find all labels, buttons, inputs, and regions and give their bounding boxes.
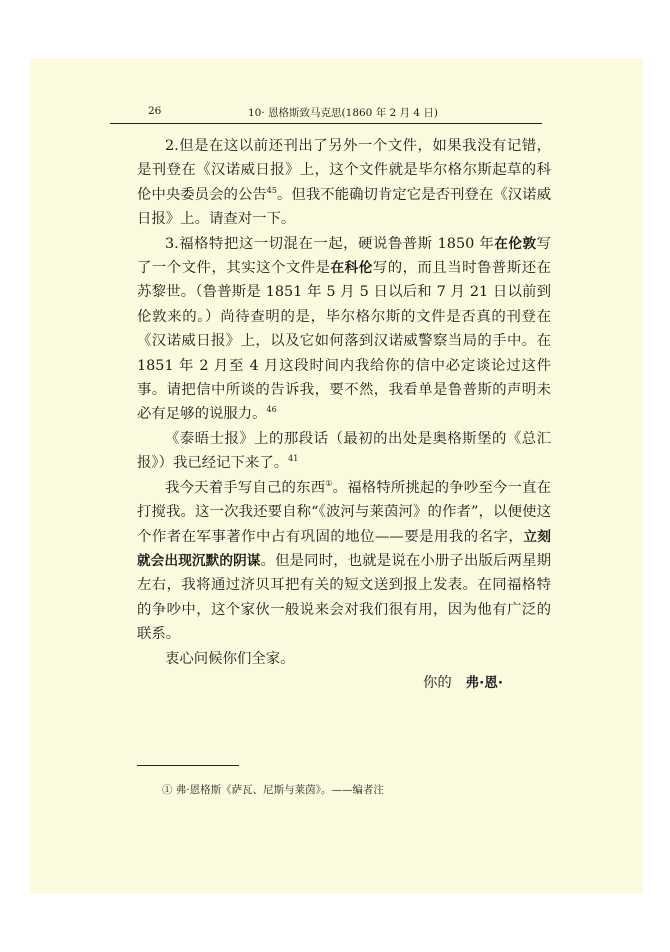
paragraph-text: 我今天着手写自己的东西: [165, 479, 326, 496]
emphasis-text: 在伦敦: [494, 235, 537, 252]
endnote-ref: 41: [288, 454, 299, 464]
footnote-ref: ①: [325, 478, 333, 488]
paragraph-text: 。福格特所挑起的争吵至今一直在打搅我。这一次我还要自称“《波河与莱茵河》的作者”，以便使这个作者在军事著作中占有巩固的地位——要是用我的名字，: [137, 479, 551, 545]
endnote-ref: 45: [266, 185, 277, 195]
paragraph-text: 3.福格特把这一切混在一起，硬说鲁普斯 1850 年: [165, 235, 495, 252]
emphasis-text: 立刻就会出现沉默的阴谋: [137, 528, 551, 569]
paragraph-2: [137, 232, 551, 427]
header-title: 10· 恩格斯致马克思(1860 年 2 月 4 日): [248, 107, 438, 119]
page-number: 26: [148, 105, 162, 117]
footnote: ① 弗·恩格斯《萨瓦、尼斯与莱茵》。——编者注: [162, 784, 384, 796]
paragraph-text: 2.但是在这以前还刊出了另外一个文件，如果我没有记错，是刊登在《汉诺威日报》上，这个文件就是毕尔格尔斯起草的科伦中央委员会的公告: [137, 138, 551, 203]
paragraph-text: 写的，而且当时鲁普斯还在苏黎世。（鲁普斯是 1851 年 5 月 5 日以后和 7 月 21 日以前到伦敦来的。）尚待查明的是，毕尔格尔斯的文件是否真的刊登在《汉诺威日报》上，以及它如何落到汉诺威警察当局的手中。在 1851 年 2 月至 4 月这段时间内我给你的信中必定谈论过这件事。请把信中所谈的告诉我，要不然，我看单是鲁普斯的声明未必有足够的说服力。: [137, 260, 551, 423]
paragraph-text: 写了一个文件，其实这个文件是: [137, 235, 552, 277]
emphasis-text: 在科伦: [330, 260, 373, 277]
paragraph-text: 《泰晤士报》上的那段话（最初的出处是奥格斯堡的《总汇报》）我已经记下来了。: [137, 430, 551, 472]
signature-name: 弗·恩·: [465, 674, 503, 691]
paragraph-4: [137, 476, 551, 647]
running-header: [110, 105, 542, 124]
paragraph-3: [137, 427, 551, 476]
paragraph-text: 。但是同时，也就是说在小册子出版后两星期左右，我将通过济贝耳把有关的短文送到报上发表。在同福格特的争吵中，这个家伙一般说来会对我们很有用，因为他有广泛的联系。: [137, 552, 551, 643]
endnote-ref: 46: [266, 405, 277, 415]
letter-body: [137, 134, 551, 695]
paragraph-1: [137, 134, 551, 232]
signature-prefix: 你的: [422, 674, 452, 691]
closing-greeting: 衷心问候你们全家。: [165, 650, 295, 667]
signature-line: [137, 671, 551, 695]
paragraph-text: 。但我不能确切肯定它是否刊登在《汉诺威日报》上。请查对一下。: [137, 186, 551, 228]
footnote-divider: [137, 765, 239, 766]
